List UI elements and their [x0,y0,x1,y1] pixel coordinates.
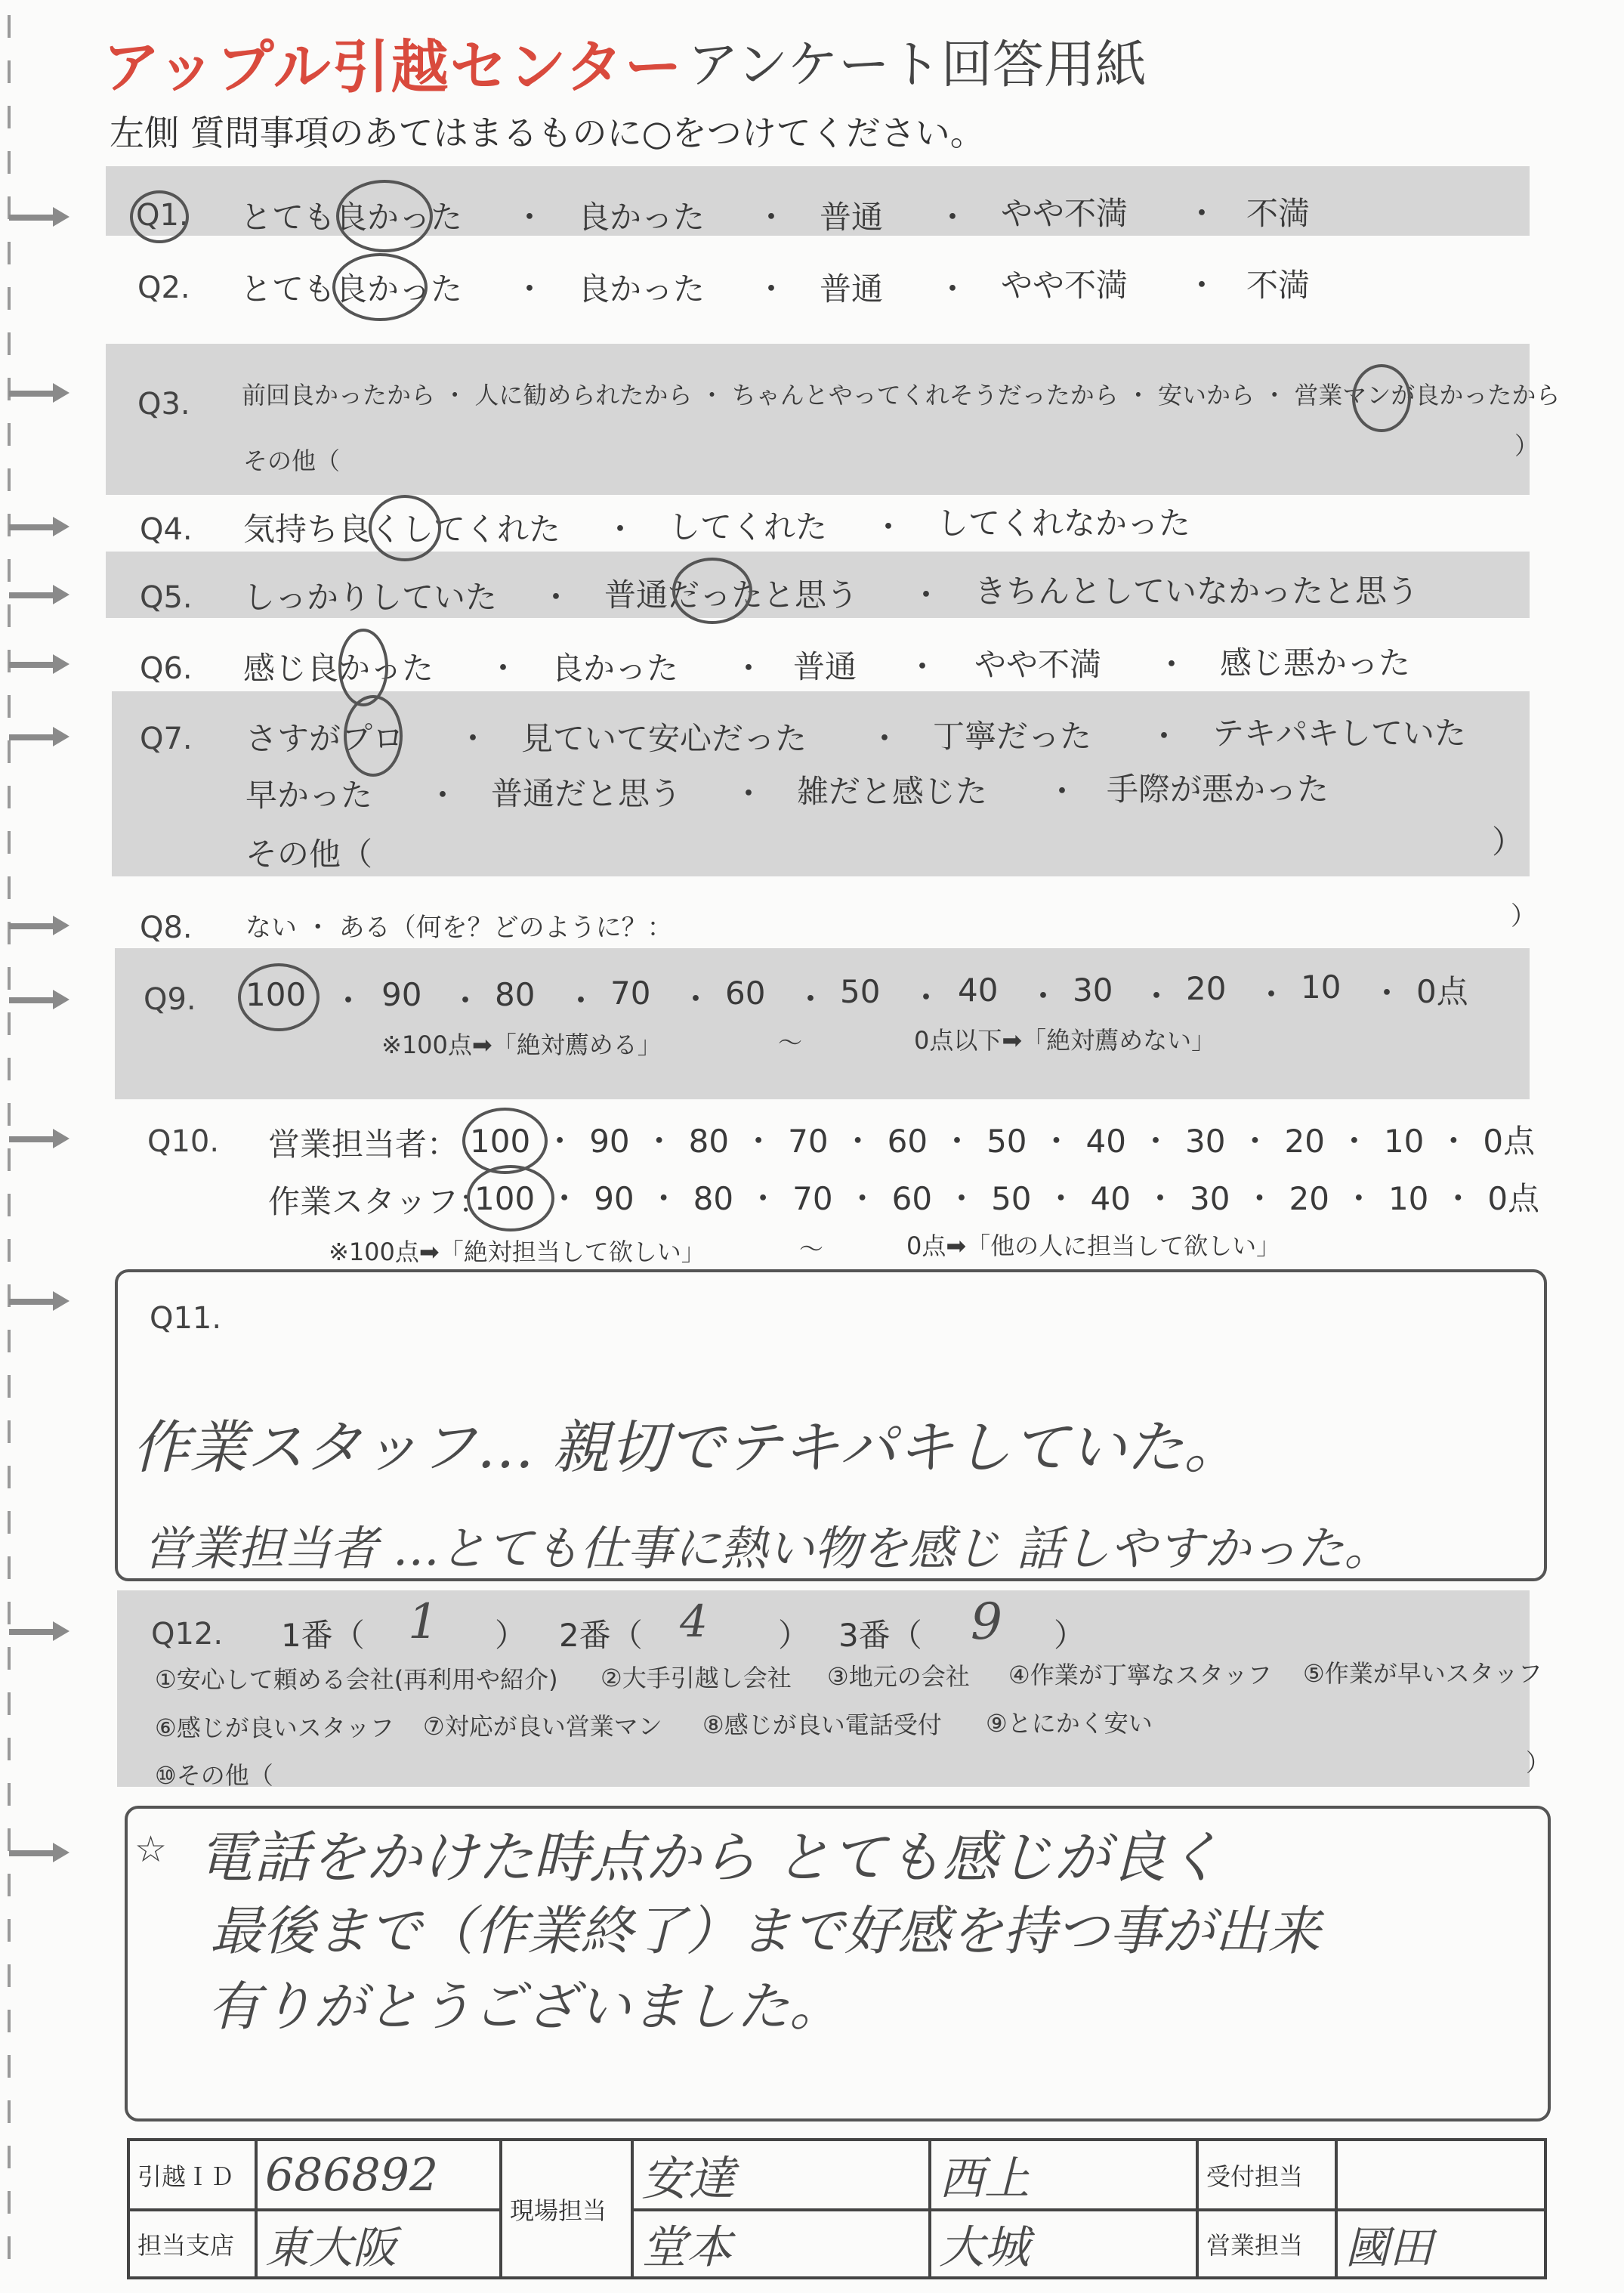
q12-choice: ①安心して頼める会社(再利用や紹介) [155,1665,558,1694]
q11-handwriting-line1: 作業スタッフ… 親切でテキパキしていた。 [132,1414,1242,1481]
instruction-text: 左側 質問事項のあてはまるものに○をつけてください。 [110,113,985,153]
comment-handwriting-line1: 電話をかけた時点から とても感じが良く [198,1825,1222,1890]
arrow-marker [9,1133,69,1144]
q9-separator: ・ [680,981,712,1018]
q9-label: Q9. [144,982,196,1017]
q10-separator: ・ [1243,1180,1276,1217]
answer-circle [672,558,752,624]
q6-option[interactable]: 感じ良かった [243,650,434,687]
site-staff-4: 大城 [939,2221,1030,2274]
q12-rank2-value[interactable]: 4 [680,1596,708,1647]
q12-choice: ⑦対応が良い営業マン [423,1712,662,1741]
q7-option[interactable]: さすがプロ [245,720,405,757]
q10-sales-label: 営業担当者： [268,1126,459,1163]
q12-rank1-value[interactable]: 1 [408,1594,439,1650]
q10-score[interactable]: 60 [887,1123,928,1160]
site-staff-cell [632,2210,930,2278]
answer-circle [130,190,189,243]
q10-separator: ・ [548,1180,581,1217]
q9-note-mid: ～ [778,1028,803,1057]
q4-option[interactable]: 気持ち良くしてくれた [243,511,561,548]
site-staff-3: 西上 [939,2152,1030,2205]
arrow-marker [9,589,69,600]
sales-staff-label: 営業担当 [1197,2210,1336,2278]
q10-score[interactable]: 20 [1289,1180,1329,1217]
q7-option[interactable]: 早かった [245,777,373,814]
q10-score[interactable]: 50 [991,1180,1032,1217]
move-id-value [256,2140,501,2210]
q7-separator: ・ [457,720,489,757]
branch-handwriting: 東大阪 [265,2222,397,2273]
q10-score[interactable]: 10 [1388,1180,1429,1217]
q12-rank3-close: ） [1054,1617,1086,1654]
q4-option[interactable]: してくれた [668,508,828,545]
q10-staff-label: 作業スタッフ： [268,1183,491,1220]
q9-score[interactable]: 70 [610,975,651,1012]
q10-separator: ・ [1437,1123,1470,1160]
q10-score[interactable]: 30 [1190,1180,1230,1217]
q7-option[interactable]: 雑だと感じた [797,773,988,810]
q4-separator: ・ [872,508,905,545]
q10-staff-scores[interactable] [474,1174,1553,1219]
q9-score[interactable]: 100 [245,976,307,1013]
q10-separator: ・ [743,1123,775,1160]
q7-other-close: ） [1492,824,1524,861]
sales-staff-handwriting: 國田 [1345,2222,1434,2273]
q10-separator: ・ [1342,1180,1375,1217]
q2-option[interactable]: とても良かった [240,270,463,307]
q2-separator: ・ [937,270,969,307]
q12-choice: ⑨とにかく安い [986,1709,1153,1738]
q10-sales-scores[interactable] [470,1117,1548,1162]
q7-option[interactable]: 普通だと思う [491,775,682,812]
reception-value [1336,2140,1545,2210]
q10-separator: ・ [1045,1180,1077,1217]
q4-option[interactable]: してくれなかった [937,505,1191,542]
q12-choice: ⑧感じが良い電話受付 [702,1710,942,1739]
arrow-marker [9,212,69,222]
q6-separator: ・ [487,650,520,687]
q5-option[interactable]: 普通だったと思う [604,576,859,613]
q1-separator: ・ [514,199,546,236]
q2-option[interactable]: やや不満 [1001,267,1128,304]
q7-option[interactable]: 見ていて安心だった [521,720,807,757]
q12-choice: ⑥感じが良いスタッフ [155,1714,394,1742]
q10-separator: ・ [1442,1180,1474,1217]
q10-separator: ・ [1139,1123,1172,1160]
q10-score[interactable]: 30 [1185,1123,1226,1160]
answer-circle [338,629,388,706]
q10-score[interactable]: 0点 [1487,1180,1540,1217]
q6-label: Q6. [140,651,193,686]
q10-separator: ・ [841,1123,874,1160]
q9-score[interactable]: 20 [1186,970,1227,1007]
branch-label: 担当支店 [128,2210,256,2278]
q9-separator: ・ [1371,975,1403,1012]
q10-note-left: ※100点➡「絶対担当して欲しい」 [329,1238,705,1266]
arrow-marker [9,1847,69,1858]
arrow-marker [9,388,69,398]
q9-score[interactable]: 50 [840,973,881,1010]
q6-separator: ・ [906,648,939,685]
q10-score[interactable]: 70 [792,1180,833,1217]
q10-score[interactable]: 0点 [1483,1123,1536,1160]
q10-separator: ・ [643,1123,675,1160]
q9-score[interactable]: 80 [495,976,536,1013]
q10-score[interactable]: 10 [1383,1123,1425,1160]
answer-circle [1352,364,1411,432]
answer-circle [344,695,403,777]
q4-separator: ・ [604,511,637,548]
arrow-marker [9,1626,69,1636]
q6-separator: ・ [1156,646,1188,683]
q12-rank1-label: 1番（ [281,1617,365,1654]
q10-score[interactable]: 100 [474,1180,536,1217]
q12-rank2-label: 2番（ [559,1617,643,1654]
q9-separator: ・ [565,982,597,1019]
q9-separator: ・ [332,982,365,1019]
answer-circle [467,1165,554,1231]
q10-separator: ・ [544,1123,576,1160]
answer-circle [238,963,320,1031]
reception-label: 受付担当 [1197,2140,1336,2210]
answer-circle [369,495,441,561]
q10-score[interactable]: 80 [688,1123,730,1160]
q1-separator: ・ [755,199,788,236]
q9-separator: ・ [1027,978,1060,1015]
q7-separator: ・ [427,777,459,814]
q5-separator: ・ [540,579,573,616]
q9-score[interactable]: 30 [1073,972,1113,1009]
q10-score[interactable]: 70 [788,1123,829,1160]
q3-options[interactable]: 前回良かったから ・ 人に勧められたから ・ ちゃんとやってくれそうだったから ・ 安いから ・ 営業マンが良かったから [242,381,1561,409]
q12-choice: ④作業が丁寧なスタッフ [1008,1661,1272,1689]
q7-separator: ・ [1148,718,1181,755]
q1-option[interactable]: 良かった [578,199,705,236]
q5-option[interactable]: しっかりしていた [243,579,498,616]
q10-score[interactable]: 40 [1085,1123,1126,1160]
q7-other: その他（ [245,836,373,873]
arrow-marker [9,731,69,742]
site-staff-cell [930,2140,1197,2210]
site-staff-label: 現場担当 [501,2140,632,2278]
q10-score[interactable]: 50 [986,1123,1027,1160]
staff-table [127,2138,1547,2279]
q10-separator: ・ [1239,1123,1271,1160]
q6-option[interactable]: 普通 [793,648,857,685]
move-id-label: 引越ＩＤ [128,2140,256,2210]
q9-note-left: ※100点➡「絶対薦める」 [381,1031,662,1059]
q12-label: Q12. [151,1617,224,1652]
q9-score[interactable]: 10 [1301,969,1341,1006]
q9-note-right: 0点以下➡「絶対薦めない」 [914,1026,1216,1055]
q12-rank3-value[interactable]: 9 [971,1593,1002,1651]
answer-circle [332,253,428,321]
q1-option[interactable]: やや不満 [1001,195,1128,232]
q7-separator: ・ [733,775,765,812]
q11-label: Q11. [150,1301,222,1336]
q10-score[interactable]: 100 [470,1123,531,1160]
q10-score[interactable]: 60 [891,1180,933,1217]
q10-separator: ・ [647,1180,680,1217]
q7-option[interactable]: 丁寧だった [933,718,1092,755]
q12-other-close: ） [1526,1748,1551,1777]
q2-label: Q2. [137,270,190,305]
arrow-marker [9,1296,69,1306]
site-staff-cell [930,2210,1197,2278]
site-staff-2: 堂本 [641,2221,732,2274]
answer-circle [336,180,433,252]
q6-separator: ・ [733,650,765,687]
q10-separator: ・ [747,1180,780,1217]
branch-value [256,2210,501,2278]
q12-choice: ②大手引越し会社 [601,1664,792,1692]
comment-handwriting-line2: 最後まで（作業終了）まで好感を持つ事が出来 [210,1900,1320,1962]
q7-option[interactable]: テキパキしていた [1212,715,1467,752]
site-staff-1: 安達 [641,2151,736,2206]
q10-separator: ・ [941,1123,974,1160]
q6-option[interactable]: 良かった [551,650,679,687]
q1-separator: ・ [937,199,969,236]
move-id-handwriting: 686892 [265,2148,439,2202]
arrow-marker [9,920,69,931]
q9-score[interactable]: 90 [381,976,422,1013]
form-subtitle: アンケート回答用紙 [687,36,1147,95]
q6-option[interactable]: 感じ悪かった [1220,644,1411,681]
q8-text[interactable]: ない ・ ある（何を？どのように？： [245,913,673,943]
q10-label: Q10. [147,1124,220,1159]
q12-choice: ③地元の会社 [827,1662,970,1691]
q9-separator: ・ [1141,978,1173,1015]
q12-rank3-label: 3番（ [838,1617,922,1654]
q2-option[interactable]: 不満 [1246,267,1311,304]
q7-option[interactable]: 手際が悪かった [1107,771,1329,808]
q10-separator: ・ [1338,1123,1370,1160]
binding-edge [8,15,11,2274]
q6-option[interactable]: やや不満 [974,646,1102,683]
q11-handwriting-line2: 営業担当者 …とても仕事に熱い物を感じ 話しやすかった。 [144,1521,1391,1576]
q2-separator: ・ [755,270,788,307]
q10-score[interactable]: 80 [693,1180,734,1217]
arrow-marker [9,659,69,669]
q12-choice: ⑤作業が早いスタッフ [1303,1659,1542,1688]
q7-separator: ・ [869,720,901,757]
q5-option[interactable]: きちんとしていなかったと思う [974,573,1419,610]
q2-separator: ・ [514,270,546,307]
arrow-marker [9,994,69,1005]
brand-title: アップル引越センター [103,33,684,100]
q1-option[interactable]: 普通 [820,199,884,236]
q3-other-close: ） [1514,431,1539,460]
q9-score[interactable]: 60 [725,975,766,1012]
q10-score[interactable]: 90 [589,1123,630,1160]
q9-separator: ・ [795,981,827,1018]
q9-score[interactable]: 0点 [1416,973,1468,1010]
q9-score[interactable]: 40 [958,972,999,1009]
q8-label: Q8. [140,910,193,945]
q7-label: Q7. [140,722,193,756]
q10-separator: ・ [846,1180,878,1217]
q7-separator: ・ [1046,773,1079,810]
q12-rank1-close: ） [495,1617,527,1654]
q12-other: ⑩その他（ [155,1761,273,1790]
q9-separator: ・ [910,979,943,1016]
q12-rank2-close: ） [778,1617,810,1654]
sales-staff-value [1336,2210,1545,2278]
q10-score[interactable]: 90 [594,1180,634,1217]
star-icon: ☆ [134,1828,168,1871]
q1-separator: ・ [1186,195,1218,232]
arrow-marker [9,521,69,532]
q1-label: Q1. [136,198,189,233]
q8-close: ） [1511,901,1536,932]
q1-option[interactable]: とても良かった [240,199,463,236]
q9-separator: ・ [1255,976,1288,1013]
comment-handwriting-line3: 有りがとうございました。 [208,1976,842,2038]
q2-option[interactable]: 普通 [820,270,884,307]
q10-separator: ・ [1040,1123,1073,1160]
answer-circle [462,1108,548,1174]
q10-score[interactable]: 40 [1090,1180,1131,1217]
q2-separator: ・ [1186,267,1218,304]
q10-separator: ・ [1144,1180,1176,1217]
q2-option[interactable]: 良かった [578,270,705,307]
q5-separator: ・ [910,576,943,613]
q3-label: Q3. [137,387,190,422]
q9-separator: ・ [449,982,482,1019]
site-staff-cell [632,2140,930,2210]
q5-label: Q5. [140,580,193,615]
q10-score[interactable]: 20 [1284,1123,1325,1160]
q3-other: その他（ [243,447,341,475]
q10-note-mid: ～ [799,1235,824,1263]
q10-note-right: 0点➡「他の人に担当して欲しい」 [906,1231,1281,1260]
q10-separator: ・ [946,1180,978,1217]
q1-option[interactable]: 不満 [1246,195,1311,232]
q4-label: Q4. [140,512,193,547]
